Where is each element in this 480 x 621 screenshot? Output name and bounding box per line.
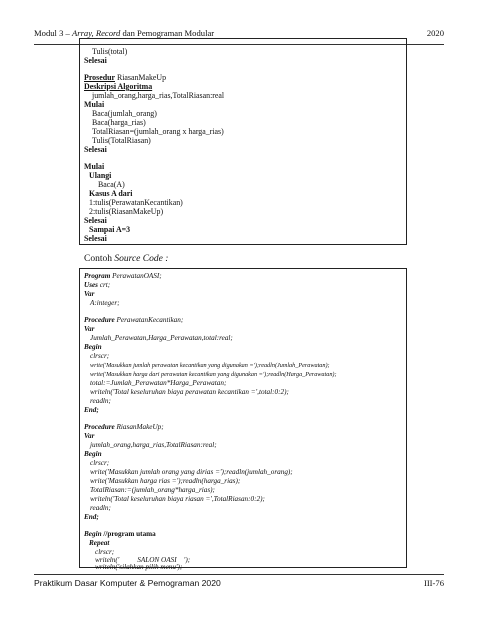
code-line: End; xyxy=(84,406,99,414)
code-keyword: Procedure xyxy=(84,316,117,324)
code-line: clrscr; xyxy=(90,352,110,360)
code-line: jumlah_orang,harga_rias,TotalRiasan:real; xyxy=(90,441,217,449)
algo-line: Baca(jumlah_orang) xyxy=(92,109,157,118)
code-keyword: Begin xyxy=(84,530,104,538)
code-text: RiasanMakeUp; xyxy=(116,423,164,431)
algo-line: Selesai xyxy=(84,145,107,154)
algo-line: Tulis(total) xyxy=(92,47,128,56)
code-line: total:=Jumlah_Perawatan*Harga_Perawatan; xyxy=(90,379,227,387)
code-line: TotalRiasan:=(jumlah_orang*harga_rias); xyxy=(90,486,215,494)
code-line xyxy=(84,530,156,539)
footer-course-title: Praktikum Dasar Komputer & Pemograman 2020 xyxy=(34,578,221,588)
algo-line: Kasus A dari xyxy=(89,189,133,198)
code-line xyxy=(84,423,164,432)
code-line: Var xyxy=(84,290,95,298)
code-line: readln; xyxy=(90,397,111,405)
code-line: writeln(' SALON OASI '); xyxy=(95,556,191,564)
code-line xyxy=(84,316,183,325)
procedure-name: RiasanMakeUp xyxy=(114,73,167,82)
algo-line: Baca(A) xyxy=(98,180,125,189)
algo-line: Baca(harga_rias) xyxy=(92,118,146,127)
code-line: Var xyxy=(84,325,95,333)
code-line: writeln('silahkan pilih menu'); xyxy=(95,563,183,571)
header-title-prefix: Modul 3 – xyxy=(34,28,72,38)
code-line: Jumlah_Perawatan,Harga_Perawatan,total:real; xyxy=(90,334,233,342)
code-line: clrscr; xyxy=(90,459,110,467)
code-line: write('Masukkan jumlah orang yang dirias =');readln(jumlah_orang); xyxy=(90,468,293,476)
code-keyword: Procedure xyxy=(84,423,117,431)
code-line: Var xyxy=(84,432,95,440)
code-line: write('Masukkan harga dari perawatan kecantikan yang digunakan =');readln(Harga_Perawatan); xyxy=(90,371,337,378)
algo-line: Mulai xyxy=(84,100,105,109)
code-line xyxy=(84,272,162,281)
code-line: Repeat xyxy=(89,539,110,547)
code-comment: //program utama xyxy=(103,530,156,538)
footer-divider xyxy=(34,574,444,575)
algo-line: Tulis(TotalRiasan) xyxy=(92,136,151,145)
caption-italic: Source Code : xyxy=(114,254,169,264)
code-line: A:integer; xyxy=(90,299,120,307)
algo-line: Selesai xyxy=(84,234,107,243)
code-line: Begin xyxy=(84,450,102,458)
source-code-box xyxy=(79,268,407,568)
header-title-italic: Array, Record xyxy=(71,28,121,38)
algo-line: Ulangi xyxy=(89,171,112,180)
algo-line: Selesai xyxy=(84,56,107,65)
algo-line: Sampai A=3 xyxy=(89,225,131,234)
code-line: write('Masukkan harga rias =');readln(harga_rias); xyxy=(90,477,241,485)
algo-line: jumlah_orang,harga_rias,TotalRiasan:real xyxy=(92,91,225,100)
algo-line: Selesai xyxy=(84,216,107,225)
code-text: PerawatanKecantikan; xyxy=(116,316,184,324)
code-line: End; xyxy=(84,513,99,521)
code-line: writeln('Total keseluruhan biaya perawatan kecantikan =',total:0:2); xyxy=(90,388,289,396)
code-keyword: Program xyxy=(84,272,113,280)
algo-line: TotalRiasan=(jumlah_orang x harga_rias) xyxy=(92,127,224,136)
algo-deskripsi-heading: Deskripsi Algoritma xyxy=(84,82,153,91)
algo-line: 2:tulis(RiasanMakeUp) xyxy=(89,207,164,216)
code-line xyxy=(84,281,110,290)
code-line: readln; xyxy=(90,504,111,512)
algo-line: 1:tulis(PerawatanKecantikan) xyxy=(89,198,183,207)
procedure-keyword: Prosedur xyxy=(84,73,115,82)
caption-prefix: Contoh xyxy=(84,254,115,264)
algo-procedure-heading xyxy=(84,73,166,82)
header-title xyxy=(34,28,214,38)
code-text: crt; xyxy=(99,281,111,289)
code-text: PerawatanOASI; xyxy=(112,272,162,280)
code-line: Begin xyxy=(84,343,102,351)
code-keyword: Uses xyxy=(84,281,100,289)
header-year: 2020 xyxy=(426,28,444,38)
source-code-caption xyxy=(84,254,168,264)
page-number: III-76 xyxy=(423,578,444,588)
code-line: writeln('Total keseluruhan biaya riasan =',TotalRiasan:0:2); xyxy=(90,495,265,503)
header-title-suffix: dan Pemograman Modular xyxy=(120,28,215,38)
code-line: write('Masukkan jumlah perawatan kecantikan yang digunakan =');readln(Jumlah_Perawatan); xyxy=(90,362,330,369)
code-line: clrscr; xyxy=(95,548,115,556)
algo-line: Mulai xyxy=(84,162,105,171)
